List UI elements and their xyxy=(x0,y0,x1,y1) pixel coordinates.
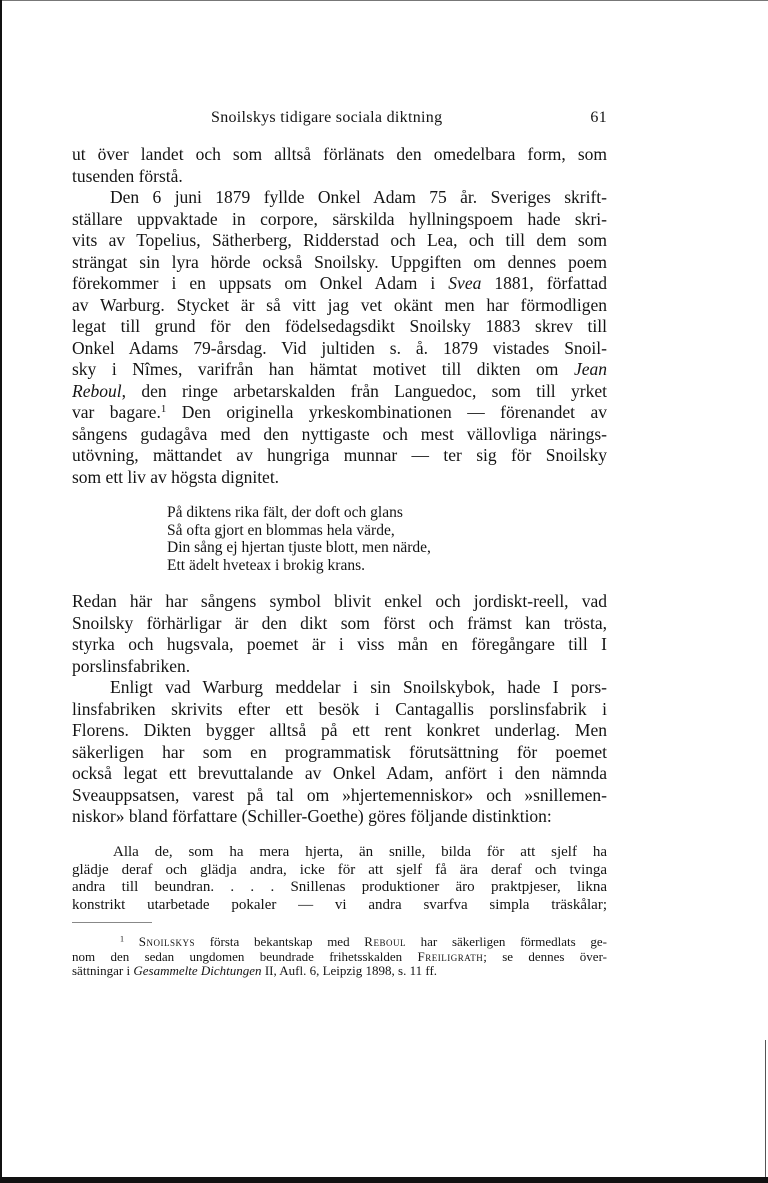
text-line xyxy=(72,720,607,742)
text-run: II, Aufl. 6, Leipzig 1898, s. 11 ff. xyxy=(261,964,438,979)
text-run: Den originella yrkeskombinationen — förenandet av xyxy=(166,402,607,422)
text-line xyxy=(167,539,587,557)
text-line xyxy=(72,187,607,209)
text-line xyxy=(72,742,607,764)
text-run: 1881, författad xyxy=(481,273,607,293)
text-run: första bekantskap med xyxy=(194,935,365,949)
paragraph xyxy=(72,591,607,677)
text-line xyxy=(72,844,607,862)
text-line xyxy=(72,252,607,274)
poem-stanza xyxy=(167,504,587,574)
text-run: utövning, mättandet av hungriga munnar — ter sig för Snoilsky xyxy=(72,445,607,465)
scan-edge-right xyxy=(765,1040,766,1183)
text-run: också legat ett brevuttalande av Onkel Adam, anfört i den nämnda xyxy=(72,763,607,783)
text-line xyxy=(72,381,607,403)
text-line xyxy=(72,359,607,381)
text-line xyxy=(167,504,587,522)
text-run: Din sång ej hjertan tjuste blott, men närde, xyxy=(167,539,431,557)
text-run: tusenden förstå. xyxy=(72,165,183,186)
text-run: förekommer i en uppsats om Onkel Adam i xyxy=(72,273,449,293)
text-run: porslinsfabriken. xyxy=(72,655,191,676)
text-run: Ett ädelt hveteax i brokig krans. xyxy=(167,556,365,574)
text-line xyxy=(72,445,607,467)
text-run: ställare uppvaktade in corpore, särskilda hyllningspoem hade skri- xyxy=(72,208,607,229)
text-run xyxy=(124,935,139,949)
text-line xyxy=(72,950,607,965)
small-caps-name: Freiligrath xyxy=(417,949,484,964)
text-line xyxy=(72,166,607,188)
text-run: Snoilsky förhärligar är den dikt som först och främst kan trösta, xyxy=(72,612,607,633)
text-run: av Warburg. Stycket är så vitt jag vet okänt men har förmodligen xyxy=(72,294,607,315)
text-run: konstrikt utarbetade pokaler — vi andra svarfva simpla träskålar; xyxy=(72,897,607,914)
text-line xyxy=(72,634,607,656)
text-run: Redan här har sångens symbol blivit enkel och jordiskt-reell, vad xyxy=(72,591,607,611)
text-line xyxy=(72,677,607,699)
footnote-rule xyxy=(72,922,152,923)
running-title: Snoilskys tidigare sociala diktning xyxy=(211,109,443,126)
footnote xyxy=(72,935,607,979)
text-run: Enligt vad Warburg meddelar i sin Snoilskybok, hade I pors- xyxy=(110,677,607,697)
text-line xyxy=(167,557,587,575)
small-caps-name: Reboul xyxy=(364,935,406,949)
text-line xyxy=(72,402,607,424)
text-run: har säkerligen förmedlats ge- xyxy=(405,935,607,949)
text-line xyxy=(72,699,607,721)
text-run: sky i Nîmes, varifrån han hämtat motivet till dikten om xyxy=(72,359,574,379)
text-line xyxy=(72,613,607,635)
text-run: sättningar i xyxy=(72,964,134,979)
text-line xyxy=(72,591,607,613)
text-line xyxy=(72,763,607,785)
text-line xyxy=(72,879,607,897)
text-run: ut över landet och som alltså förlänats den omedelbara form, som xyxy=(72,144,607,164)
small-caps-name: Snoilskys xyxy=(138,935,195,949)
text-line xyxy=(72,467,607,489)
text-run: var bagare. xyxy=(72,402,161,422)
paragraph xyxy=(72,187,607,488)
text-run: glädje deraf och glädja andra, icke för att sjelf få ära deraf och tvinga xyxy=(72,861,607,878)
text-run: ; se dennes över- xyxy=(483,949,607,964)
text-line xyxy=(72,964,607,979)
italic-text: Gesammelte Dichtungen xyxy=(133,964,262,979)
scan-edge-bottom xyxy=(0,1177,768,1183)
text-line xyxy=(72,209,607,231)
block-quote xyxy=(72,844,607,915)
text-run: sångens gudagåva med den nyttigaste och mest vällovliga närings- xyxy=(72,423,607,444)
text-run: Den 6 juni 1879 fyllde Onkel Adam 75 år. Sveriges skrift- xyxy=(110,187,607,207)
text-line xyxy=(72,806,607,828)
text-run: nom den sedan ungdomen beundrade frihetsskalden xyxy=(72,949,418,964)
text-line xyxy=(167,522,587,540)
text-run: legat till grund för den födelsedagsdikt Snoilsky 1883 skrev till xyxy=(72,316,607,336)
text-line xyxy=(72,230,607,252)
italic-text: Reboul xyxy=(72,380,122,401)
text-line xyxy=(72,338,607,360)
running-head xyxy=(72,109,607,129)
text-run: Alla de, som ha mera hjerta, än snille, bilda för att sjelf ha xyxy=(113,844,607,860)
text-run: , den ringe arbetarskalden från Languedoc, som till yrket xyxy=(121,380,607,401)
text-run: som ett liv av högsta dignitet. xyxy=(72,466,280,487)
italic-text: Jean xyxy=(573,359,607,379)
footnote-marker: 1 xyxy=(160,403,167,416)
text-run: andra till beundran. . . . Snillenas produktioner äro praktpjeser, likna xyxy=(72,879,607,896)
page-number: 61 xyxy=(590,109,607,126)
paragraph xyxy=(72,677,607,828)
text-line xyxy=(72,144,607,166)
scan-edge-left xyxy=(0,0,2,1183)
text-run: Så ofta gjort en blommas hela värde, xyxy=(167,521,395,539)
italic-text: Svea xyxy=(448,273,482,293)
footnote-marker: 1 xyxy=(120,935,125,944)
text-line xyxy=(72,316,607,338)
text-run: På diktens rika fält, der doft och glans xyxy=(167,504,403,521)
paragraph xyxy=(72,144,607,187)
text-run: vits av Topelius, Sätherberg, Ridderstad och Lea, och till dem som xyxy=(72,230,607,250)
text-line xyxy=(72,785,607,807)
text-run: Sveauppsatsen, varest på tal om »hjertemenniskor» och »snillemen- xyxy=(72,784,607,805)
text-run: Florens. Dikten bygger alltså på ett rent konkret underlag. Men xyxy=(72,720,607,740)
text-line xyxy=(72,862,607,880)
text-line xyxy=(72,424,607,446)
text-run: säkerligen har som en programmatisk förutsättning för poemet xyxy=(72,741,607,762)
text-line xyxy=(72,897,607,915)
text-line xyxy=(72,656,607,678)
text-run: Onkel Adams 79-årsdag. Vid jultiden s. å. 1879 vistades Snoil- xyxy=(72,337,607,358)
text-run: niskor» bland författare (Schiller-Goethe) göres följande distinktion: xyxy=(72,806,552,826)
scan-edge-top xyxy=(0,0,768,1)
text-run: styrka och hugsvala, poemet är i viss mån en föregångare till I xyxy=(72,634,607,654)
text-line xyxy=(72,273,607,295)
text-run: strängat sin lyra hörde också Snoilsky. Uppgiften om dennes poem xyxy=(72,251,607,272)
text-line xyxy=(72,935,607,950)
text-run: linsfabriken skrivits efter ett besök i Cantagallis porslinsfabrik i xyxy=(72,698,607,719)
text-line xyxy=(72,295,607,317)
